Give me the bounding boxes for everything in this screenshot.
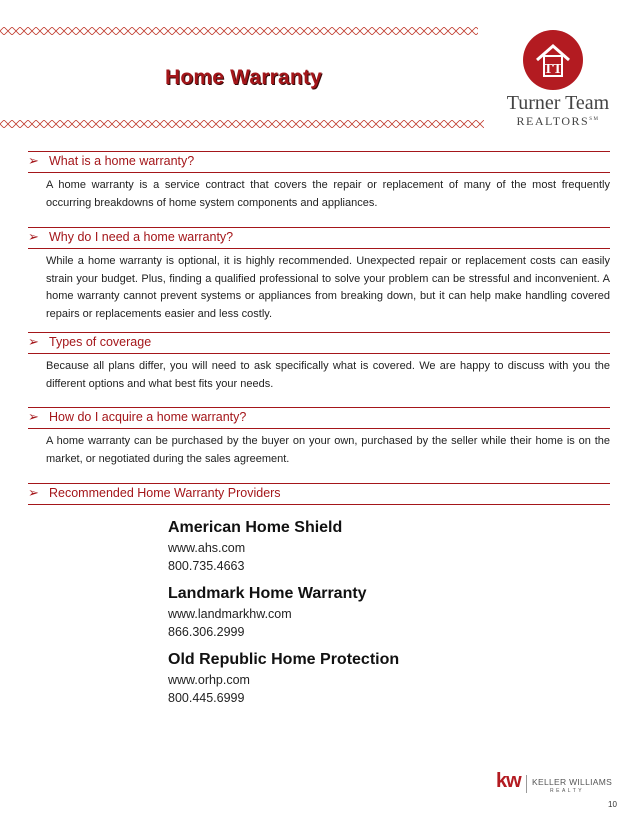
section-heading: Types of coverage (49, 335, 152, 349)
arrow-icon: ➢ (28, 153, 39, 168)
section-how-acquire (28, 407, 610, 468)
section-why-need (28, 227, 610, 323)
provider-phone: 800.445.6999 (168, 691, 245, 705)
kw-realty: REALTY (550, 788, 585, 794)
section-body: While a home warranty is optional, it is highly recommended. Unexpected repair or replacement costs can easily strain your budget. Plus, finding a qualified professional to solve your problem can be stressful and inconvenient. A home warranty cannot prevent systems or appliances from breaking down, but it can help make handling covered repairs or replacements easier and less costly. (46, 255, 610, 320)
arrow-icon: ➢ (28, 485, 39, 500)
provider-phone: 866.306.2999 (168, 625, 245, 639)
section-heading-bar (28, 407, 610, 429)
provider-item (168, 517, 548, 575)
providers-list (168, 517, 548, 715)
section-body: A home warranty can be purchased by the buyer on your own, purchased by the seller while their home is on the market, or negotiated during the sales agreement. (46, 435, 610, 465)
logo-subtitle: REALTORS℠ (516, 114, 600, 128)
page-number: 10 (608, 800, 617, 809)
arrow-icon: ➢ (28, 334, 39, 349)
section-heading-bar (28, 483, 610, 505)
diamond-pattern-top (0, 27, 478, 35)
arrow-icon: ➢ (28, 229, 39, 244)
provider-name: American Home Shield (168, 519, 343, 536)
section-what-is (28, 151, 610, 212)
provider-name: Old Republic Home Protection (168, 651, 400, 668)
kw-name: KELLER WILLIAMS (532, 777, 613, 787)
provider-name: Landmark Home Warranty (168, 585, 367, 602)
diamond-pattern-bottom (0, 120, 484, 128)
provider-url[interactable]: www.landmarkhw.com (168, 607, 292, 621)
section-heading-bar (28, 227, 610, 249)
section-body: A home warranty is a service contract that covers the repair or replacement of many of the most frequently occurring breakdowns of home system components and appliances. (46, 179, 610, 209)
provider-item (168, 583, 548, 641)
section-recommended-providers (28, 483, 610, 505)
kw-mark: kw (496, 770, 521, 792)
section-types-coverage (28, 332, 610, 393)
section-heading: Recommended Home Warranty Providers (49, 486, 281, 500)
section-body: Because all plans differ, you will need to ask specifically what is covered. We are happy to discuss with you the different options and what best fits your needs. (46, 360, 610, 390)
section-heading: What is a home warranty? (49, 154, 195, 168)
logo-mark-text: TT (543, 62, 563, 77)
kw-divider (526, 775, 527, 793)
provider-phone: 800.735.4663 (168, 559, 245, 573)
logo-subtitle-text: REALTORS (516, 114, 590, 128)
keller-williams-logo (496, 770, 620, 795)
section-heading: Why do I need a home warranty? (49, 230, 234, 244)
section-heading: How do I acquire a home warranty? (49, 410, 247, 424)
top-decorative-border (0, 27, 478, 35)
page-title: Home Warranty (165, 66, 323, 89)
logo-circle (523, 30, 583, 90)
section-heading-bar (28, 151, 610, 173)
provider-item (168, 649, 548, 707)
bottom-decorative-border (0, 120, 484, 128)
turner-team-logo (496, 30, 620, 140)
arrow-icon: ➢ (28, 409, 39, 424)
provider-url[interactable]: www.orhp.com (168, 673, 250, 687)
logo-name: Turner Team (506, 92, 610, 114)
section-heading-bar (28, 332, 610, 354)
house-icon (523, 30, 583, 90)
provider-url[interactable]: www.ahs.com (168, 541, 246, 555)
